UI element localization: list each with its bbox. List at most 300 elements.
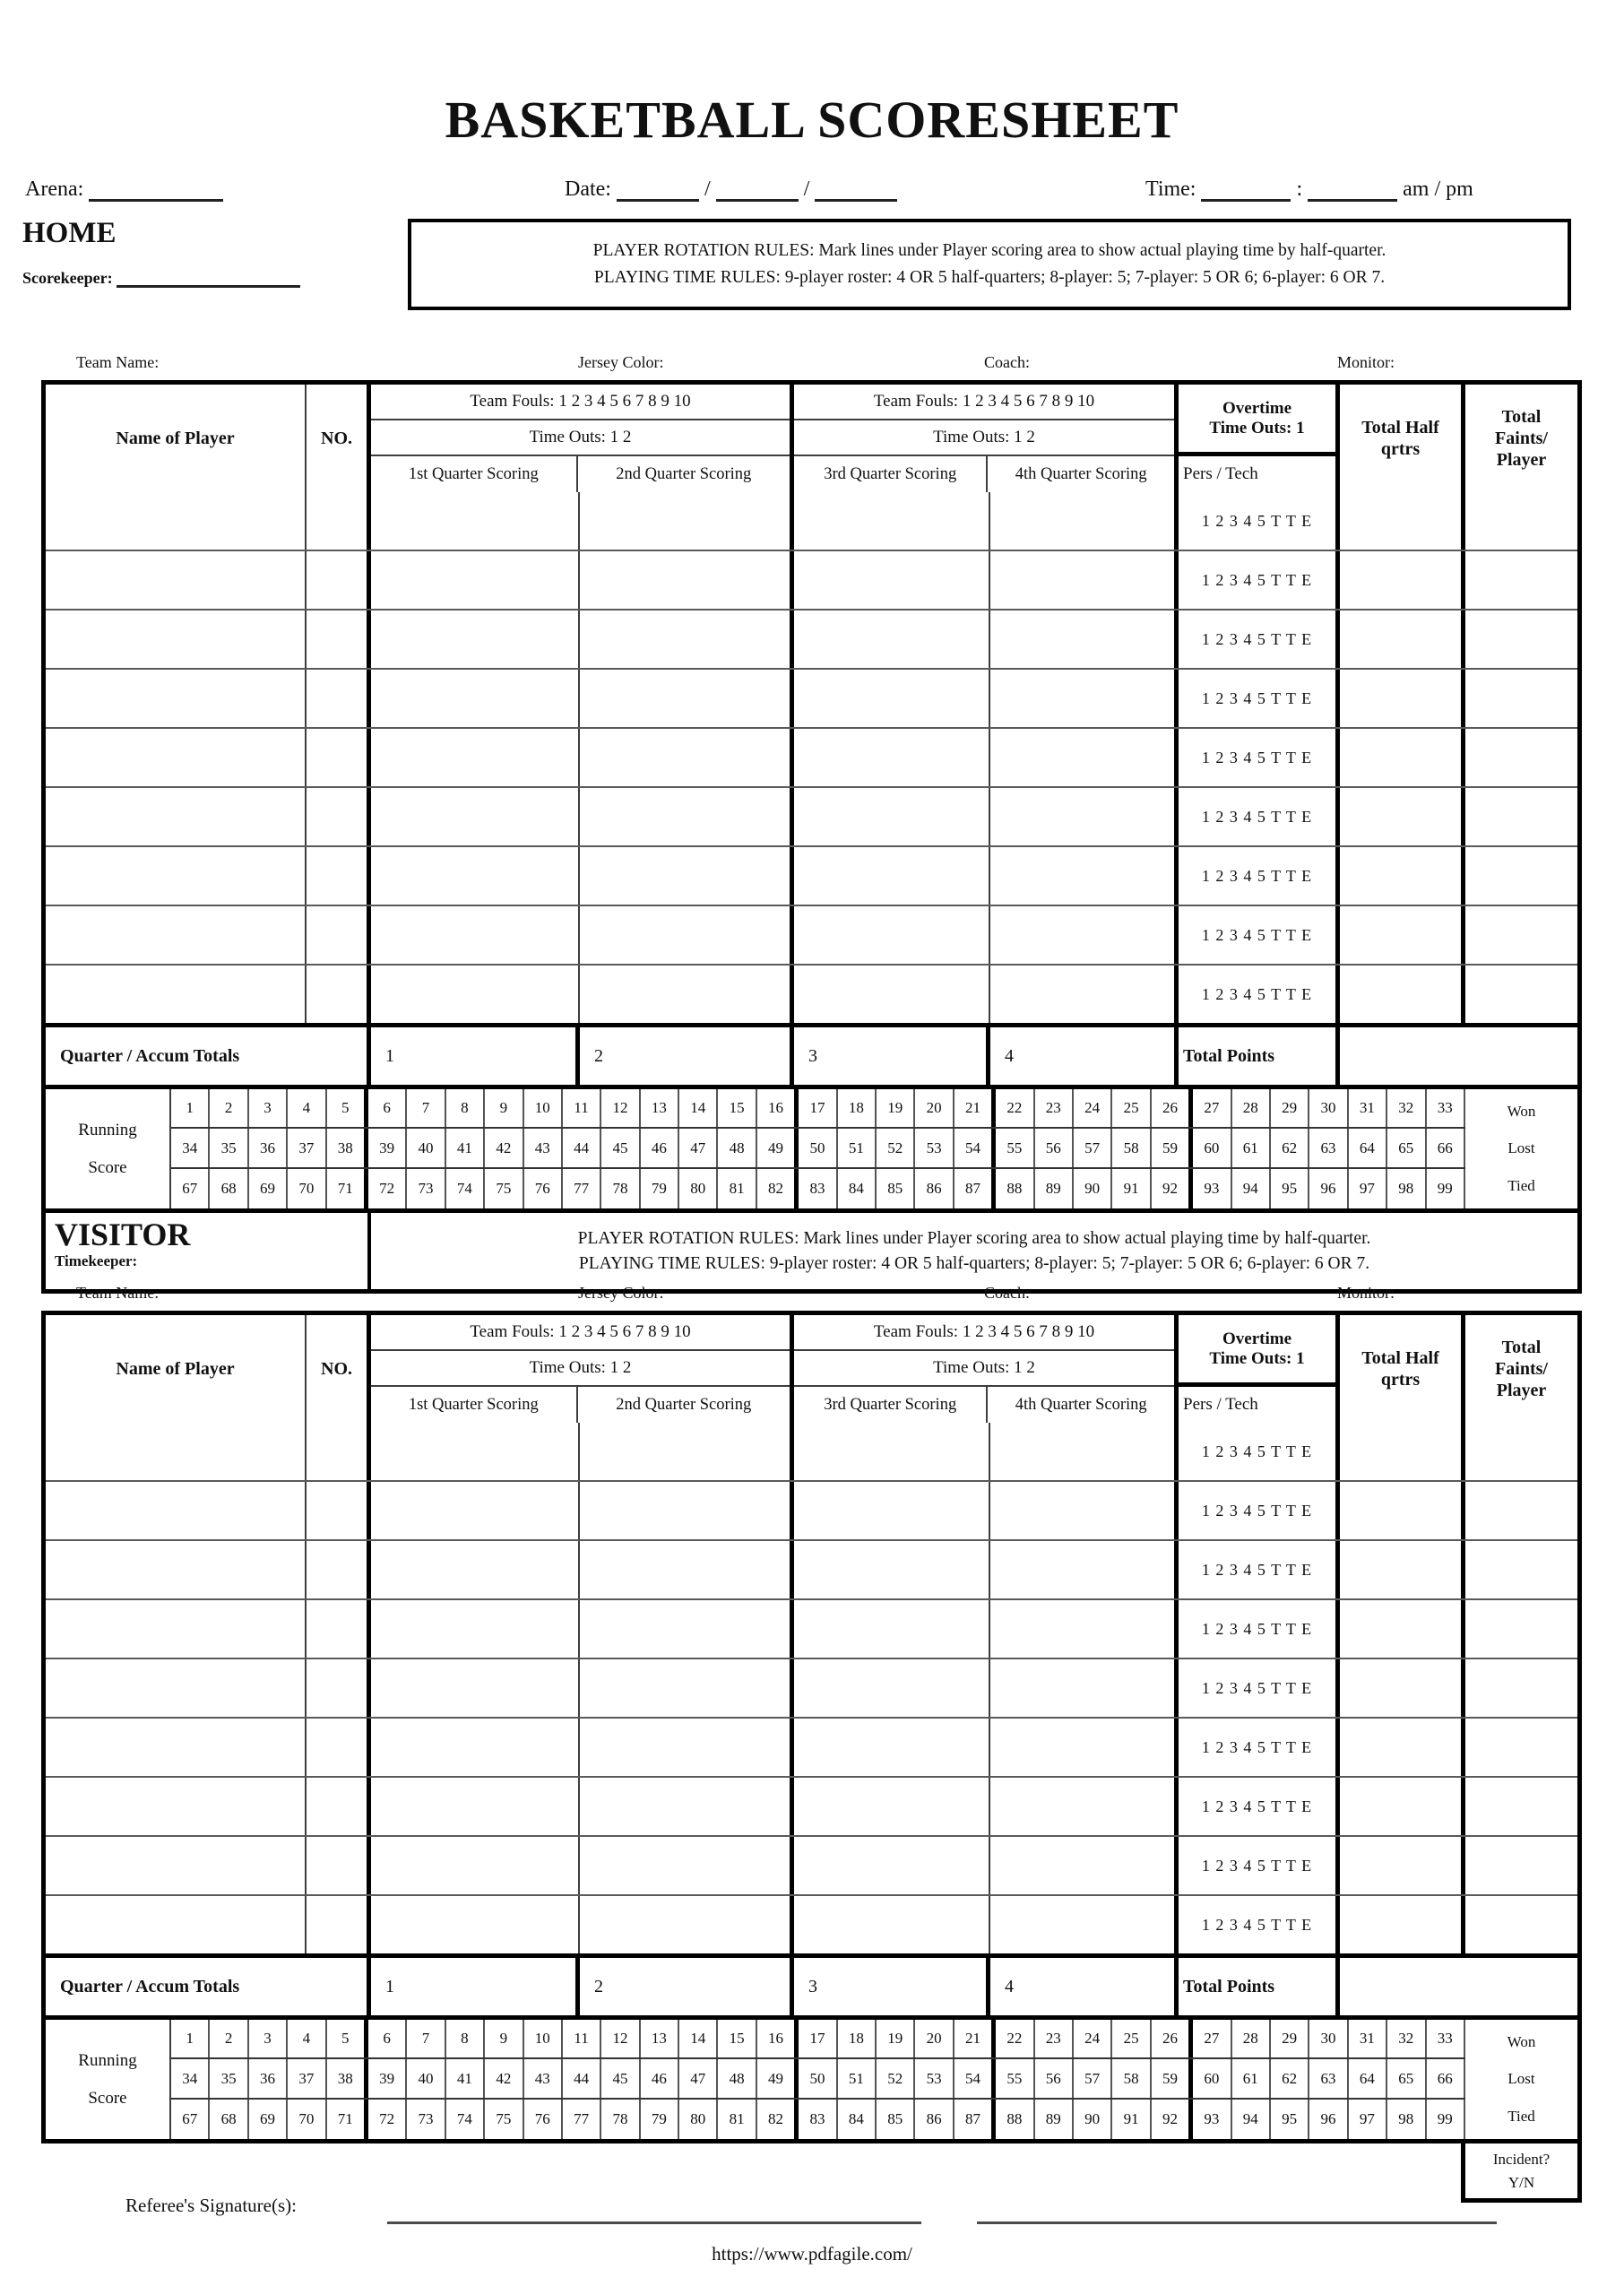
- running-score-cell[interactable]: 19: [877, 1089, 915, 1127]
- q1-scoring-cell[interactable]: [371, 1837, 580, 1894]
- running-score-cell[interactable]: 13: [641, 2020, 679, 2057]
- player-number-cell[interactable]: [307, 1600, 371, 1658]
- running-score-cell[interactable]: 76: [524, 1169, 563, 1208]
- total-points-cell[interactable]: [1465, 1659, 1577, 1717]
- running-score-cell[interactable]: 31: [1349, 2020, 1387, 2057]
- running-score-cell[interactable]: 3: [249, 1089, 288, 1127]
- running-score-cell[interactable]: 45: [601, 2059, 640, 2097]
- q2-scoring-cell[interactable]: [580, 966, 794, 1023]
- running-score-cell[interactable]: 24: [1074, 2020, 1112, 2057]
- total-points-cell[interactable]: [1465, 729, 1577, 786]
- running-score-cell[interactable]: 60: [1193, 1129, 1231, 1166]
- player-name-cell[interactable]: [46, 1541, 307, 1598]
- running-score-cell[interactable]: 76: [524, 2100, 563, 2139]
- running-score-cell[interactable]: 87: [955, 1169, 996, 1208]
- total-points-cell[interactable]: [1465, 847, 1577, 905]
- running-score-cell[interactable]: 57: [1074, 1129, 1112, 1166]
- q4-scoring-cell[interactable]: [990, 847, 1179, 905]
- q1-total-cell[interactable]: 1: [371, 1958, 580, 2015]
- arena-input-line[interactable]: [89, 178, 223, 202]
- running-score-cell[interactable]: 17: [799, 1089, 837, 1127]
- pers-tech-cell[interactable]: [1179, 1482, 1340, 1539]
- running-score-cell[interactable]: 14: [679, 1089, 718, 1127]
- running-score-cell[interactable]: 9: [485, 2020, 523, 2057]
- running-score-cell[interactable]: 37: [288, 1129, 326, 1166]
- pers-tech-cell[interactable]: [1179, 492, 1340, 550]
- total-half-qrtrs-cell[interactable]: [1340, 1541, 1465, 1598]
- running-score-cell[interactable]: 10: [524, 1089, 563, 1127]
- running-score-cell[interactable]: 20: [915, 2020, 954, 2057]
- running-score-cell[interactable]: 4: [288, 1089, 326, 1127]
- running-score-cell[interactable]: 39: [368, 2059, 407, 2097]
- running-score-cell[interactable]: 78: [601, 1169, 640, 1208]
- running-score-cell[interactable]: 44: [563, 1129, 601, 1166]
- running-score-cell[interactable]: 69: [249, 2100, 288, 2139]
- player-name-cell[interactable]: [46, 1600, 307, 1658]
- total-points-cell[interactable]: [1465, 1423, 1577, 1480]
- running-score-cell[interactable]: 51: [838, 2059, 877, 2097]
- q4-scoring-cell[interactable]: [990, 1600, 1179, 1658]
- q4-total-cell[interactable]: 4: [990, 1027, 1179, 1085]
- running-score-cell[interactable]: 38: [327, 1129, 368, 1166]
- q1-scoring-cell[interactable]: [371, 847, 580, 905]
- player-name-cell[interactable]: [46, 729, 307, 786]
- pers-tech-cell[interactable]: [1179, 1659, 1340, 1717]
- running-score-cell[interactable]: 16: [757, 2020, 799, 2057]
- q4-scoring-cell[interactable]: [990, 788, 1179, 845]
- running-score-cell[interactable]: 7: [407, 2020, 445, 2057]
- running-score-cell[interactable]: 22: [996, 1089, 1034, 1127]
- q3-scoring-cell[interactable]: [794, 906, 990, 964]
- total-half-qrtrs-cell[interactable]: [1340, 551, 1465, 609]
- running-score-cell[interactable]: 5: [327, 2020, 368, 2057]
- referee-signature-line-2[interactable]: [977, 2221, 1497, 2224]
- running-score-cell[interactable]: 55: [996, 2059, 1034, 2097]
- overtime-timeouts-cell[interactable]: [1179, 1315, 1335, 1387]
- date-day-line[interactable]: [617, 178, 699, 202]
- running-score-cell[interactable]: 67: [171, 2100, 210, 2139]
- running-score-cell[interactable]: 94: [1232, 1169, 1271, 1208]
- running-score-cell[interactable]: 46: [641, 2059, 679, 2097]
- pers-tech-cell[interactable]: [1179, 611, 1340, 668]
- running-score-cell[interactable]: 84: [838, 2100, 877, 2139]
- pers-tech-cell[interactable]: [1179, 966, 1340, 1023]
- running-score-cell[interactable]: 61: [1232, 1129, 1271, 1166]
- q3-scoring-cell[interactable]: [794, 966, 990, 1023]
- q1-scoring-cell[interactable]: [371, 1600, 580, 1658]
- running-score-cell[interactable]: 32: [1387, 2020, 1426, 2057]
- running-score-cell[interactable]: 35: [210, 2059, 248, 2097]
- overtime-timeouts-cell[interactable]: [1179, 385, 1335, 456]
- q1-scoring-cell[interactable]: [371, 611, 580, 668]
- q4-scoring-cell[interactable]: [990, 1837, 1179, 1894]
- running-score-cell[interactable]: 86: [915, 2100, 954, 2139]
- running-score-cell[interactable]: 77: [563, 1169, 601, 1208]
- lost-label[interactable]: Lost: [1507, 2070, 1535, 2088]
- q3-scoring-cell[interactable]: [794, 1896, 990, 1953]
- q4-scoring-cell[interactable]: [990, 906, 1179, 964]
- player-number-cell[interactable]: [307, 788, 371, 845]
- running-score-cell[interactable]: 11: [563, 2020, 601, 2057]
- running-score-cell[interactable]: 40: [407, 2059, 445, 2097]
- player-number-cell[interactable]: [307, 966, 371, 1023]
- q1-scoring-cell[interactable]: [371, 1541, 580, 1598]
- running-score-cell[interactable]: 48: [718, 2059, 756, 2097]
- player-name-cell[interactable]: [46, 1482, 307, 1539]
- running-score-cell[interactable]: 81: [718, 2100, 756, 2139]
- total-half-qrtrs-cell[interactable]: [1340, 1423, 1465, 1480]
- q2-scoring-cell[interactable]: [580, 906, 794, 964]
- pers-tech-cell[interactable]: [1179, 1778, 1340, 1835]
- running-score-cell[interactable]: 93: [1193, 2100, 1231, 2139]
- running-score-cell[interactable]: 49: [757, 2059, 799, 2097]
- running-score-cell[interactable]: 99: [1427, 2100, 1465, 2139]
- q1-scoring-cell[interactable]: [371, 966, 580, 1023]
- running-score-cell[interactable]: 19: [877, 2020, 915, 2057]
- scorekeeper-input-line[interactable]: [117, 267, 300, 288]
- total-points-cell[interactable]: [1465, 551, 1577, 609]
- q4-scoring-cell[interactable]: [990, 670, 1179, 727]
- total-half-qrtrs-cell[interactable]: [1340, 847, 1465, 905]
- total-points-cell[interactable]: [1465, 670, 1577, 727]
- running-score-cell[interactable]: 24: [1074, 1089, 1112, 1127]
- tied-label[interactable]: Tied: [1507, 1177, 1535, 1195]
- player-number-cell[interactable]: [307, 1896, 371, 1953]
- running-score-cell[interactable]: 97: [1349, 2100, 1387, 2139]
- q4-scoring-cell[interactable]: [990, 611, 1179, 668]
- total-points-cell[interactable]: [1465, 1482, 1577, 1539]
- running-score-cell[interactable]: 82: [757, 2100, 799, 2139]
- player-name-cell[interactable]: [46, 788, 307, 845]
- q1-scoring-cell[interactable]: [371, 1423, 580, 1480]
- q3-scoring-cell[interactable]: [794, 1541, 990, 1598]
- running-score-cell[interactable]: 22: [996, 2020, 1034, 2057]
- running-score-cell[interactable]: 84: [838, 1169, 877, 1208]
- running-score-cell[interactable]: 42: [485, 1129, 523, 1166]
- running-score-cell[interactable]: 83: [799, 2100, 837, 2139]
- q3-scoring-cell[interactable]: [794, 1719, 990, 1776]
- running-score-cell[interactable]: 85: [877, 2100, 915, 2139]
- running-score-cell[interactable]: 86: [915, 1169, 954, 1208]
- total-half-qrtrs-cell[interactable]: [1340, 1778, 1465, 1835]
- running-score-cell[interactable]: 17: [799, 2020, 837, 2057]
- running-score-cell[interactable]: 50: [799, 1129, 837, 1166]
- running-score-cell[interactable]: 66: [1427, 1129, 1465, 1166]
- running-score-cell[interactable]: 36: [249, 2059, 288, 2097]
- running-score-cell[interactable]: 56: [1035, 1129, 1074, 1166]
- running-score-cell[interactable]: 90: [1074, 2100, 1112, 2139]
- q4-scoring-cell[interactable]: [990, 1896, 1179, 1953]
- running-score-cell[interactable]: 48: [718, 1129, 756, 1166]
- running-score-cell[interactable]: 23: [1035, 1089, 1074, 1127]
- running-score-cell[interactable]: 38: [327, 2059, 368, 2097]
- total-points-cell[interactable]: [1465, 1541, 1577, 1598]
- time-outs-scale[interactable]: Time Outs: 1 2: [371, 420, 790, 456]
- running-score-cell[interactable]: 6: [368, 2020, 407, 2057]
- q3-scoring-cell[interactable]: [794, 847, 990, 905]
- running-score-cell[interactable]: 58: [1112, 2059, 1151, 2097]
- lost-label[interactable]: Lost: [1507, 1139, 1535, 1157]
- running-score-cell[interactable]: 68: [210, 1169, 248, 1208]
- pers-tech-cell[interactable]: [1179, 1541, 1340, 1598]
- running-score-cell[interactable]: 82: [757, 1169, 799, 1208]
- running-score-cell[interactable]: 96: [1309, 2100, 1348, 2139]
- running-score-cell[interactable]: 20: [915, 1089, 954, 1127]
- team-fouls-scale[interactable]: Team Fouls: 1 2 3 4 5 6 7 8 9 10: [794, 385, 1174, 420]
- running-score-cell[interactable]: 9: [485, 1089, 523, 1127]
- running-score-cell[interactable]: 46: [641, 1129, 679, 1166]
- player-number-cell[interactable]: [307, 611, 371, 668]
- q2-total-cell[interactable]: 2: [580, 1958, 794, 2015]
- player-name-cell[interactable]: [46, 611, 307, 668]
- running-score-cell[interactable]: 56: [1035, 2059, 1074, 2097]
- running-score-cell[interactable]: 73: [407, 1169, 445, 1208]
- total-half-qrtrs-cell[interactable]: [1340, 492, 1465, 550]
- running-score-cell[interactable]: 34: [171, 2059, 210, 2097]
- time-outs-scale[interactable]: Time Outs: 1 2: [794, 420, 1174, 456]
- running-score-cell[interactable]: 2: [210, 1089, 248, 1127]
- running-score-cell[interactable]: 12: [601, 2020, 640, 2057]
- running-score-cell[interactable]: 54: [955, 1129, 996, 1166]
- running-score-cell[interactable]: 37: [288, 2059, 326, 2097]
- q4-scoring-cell[interactable]: [990, 1778, 1179, 1835]
- running-score-cell[interactable]: 6: [368, 1089, 407, 1127]
- running-score-cell[interactable]: 75: [485, 1169, 523, 1208]
- total-points-cell[interactable]: [1465, 788, 1577, 845]
- date-year-line[interactable]: [815, 178, 897, 202]
- q2-scoring-cell[interactable]: [580, 1719, 794, 1776]
- total-points-cell[interactable]: [1465, 1600, 1577, 1658]
- pers-tech-cell[interactable]: [1179, 1896, 1340, 1953]
- q1-scoring-cell[interactable]: [371, 551, 580, 609]
- running-score-cell[interactable]: 26: [1152, 2020, 1193, 2057]
- running-score-cell[interactable]: 10: [524, 2020, 563, 2057]
- q2-scoring-cell[interactable]: [580, 1600, 794, 1658]
- running-score-cell[interactable]: 80: [679, 2100, 718, 2139]
- player-number-cell[interactable]: [307, 847, 371, 905]
- running-score-cell[interactable]: 89: [1035, 2100, 1074, 2139]
- player-number-cell[interactable]: [307, 551, 371, 609]
- running-score-cell[interactable]: 3: [249, 2020, 288, 2057]
- running-score-cell[interactable]: 59: [1152, 2059, 1193, 2097]
- running-score-cell[interactable]: 85: [877, 1169, 915, 1208]
- player-name-cell[interactable]: [46, 1896, 307, 1953]
- q3-scoring-cell[interactable]: [794, 611, 990, 668]
- total-points-cell[interactable]: [1465, 492, 1577, 550]
- pers-tech-cell[interactable]: [1179, 1423, 1340, 1480]
- q4-scoring-cell[interactable]: [990, 1482, 1179, 1539]
- running-score-cell[interactable]: 64: [1349, 1129, 1387, 1166]
- running-score-cell[interactable]: 27: [1193, 1089, 1231, 1127]
- running-score-cell[interactable]: 23: [1035, 2020, 1074, 2057]
- q3-scoring-cell[interactable]: [794, 1778, 990, 1835]
- running-score-cell[interactable]: 61: [1232, 2059, 1271, 2097]
- team-fouls-scale[interactable]: Team Fouls: 1 2 3 4 5 6 7 8 9 10: [371, 1315, 790, 1351]
- q1-scoring-cell[interactable]: [371, 1896, 580, 1953]
- q3-total-cell[interactable]: 3: [794, 1027, 990, 1085]
- running-score-cell[interactable]: 75: [485, 2100, 523, 2139]
- total-half-qrtrs-cell[interactable]: [1340, 1482, 1465, 1539]
- running-score-cell[interactable]: 33: [1427, 1089, 1465, 1127]
- pers-tech-cell[interactable]: [1179, 847, 1340, 905]
- player-number-cell[interactable]: [307, 670, 371, 727]
- q2-scoring-cell[interactable]: [580, 670, 794, 727]
- q2-scoring-cell[interactable]: [580, 1541, 794, 1598]
- running-score-cell[interactable]: 78: [601, 2100, 640, 2139]
- pers-tech-cell[interactable]: [1179, 788, 1340, 845]
- player-number-cell[interactable]: [307, 1423, 371, 1480]
- running-score-cell[interactable]: 2: [210, 2020, 248, 2057]
- q2-total-cell[interactable]: 2: [580, 1027, 794, 1085]
- q2-scoring-cell[interactable]: [580, 847, 794, 905]
- running-score-cell[interactable]: 83: [799, 1169, 837, 1208]
- q3-scoring-cell[interactable]: [794, 492, 990, 550]
- running-score-cell[interactable]: 8: [446, 1089, 485, 1127]
- running-score-cell[interactable]: 96: [1309, 1169, 1348, 1208]
- total-half-qrtrs-cell[interactable]: [1340, 966, 1465, 1023]
- q3-scoring-cell[interactable]: [794, 1600, 990, 1658]
- running-score-cell[interactable]: 65: [1387, 2059, 1426, 2097]
- running-score-cell[interactable]: 28: [1232, 1089, 1271, 1127]
- q3-scoring-cell[interactable]: [794, 1837, 990, 1894]
- total-points-value-cell[interactable]: [1340, 1958, 1577, 2015]
- running-score-cell[interactable]: 58: [1112, 1129, 1151, 1166]
- running-score-cell[interactable]: 93: [1193, 1169, 1231, 1208]
- running-score-cell[interactable]: 88: [996, 1169, 1034, 1208]
- pers-tech-cell[interactable]: [1179, 1719, 1340, 1776]
- q2-scoring-cell[interactable]: [580, 551, 794, 609]
- running-score-cell[interactable]: 50: [799, 2059, 837, 2097]
- running-score-cell[interactable]: 18: [838, 1089, 877, 1127]
- q4-scoring-cell[interactable]: [990, 1541, 1179, 1598]
- q2-scoring-cell[interactable]: [580, 1482, 794, 1539]
- time-hour-line[interactable]: [1201, 178, 1291, 202]
- team-fouls-scale[interactable]: Team Fouls: 1 2 3 4 5 6 7 8 9 10: [371, 385, 790, 420]
- q4-scoring-cell[interactable]: [990, 1423, 1179, 1480]
- running-score-cell[interactable]: 89: [1035, 1169, 1074, 1208]
- q2-scoring-cell[interactable]: [580, 1837, 794, 1894]
- q3-scoring-cell[interactable]: [794, 1482, 990, 1539]
- running-score-cell[interactable]: 43: [524, 1129, 563, 1166]
- running-score-cell[interactable]: 74: [446, 2100, 485, 2139]
- running-score-cell[interactable]: 62: [1271, 1129, 1309, 1166]
- total-points-cell[interactable]: [1465, 966, 1577, 1023]
- running-score-cell[interactable]: 47: [679, 1129, 718, 1166]
- player-name-cell[interactable]: [46, 492, 307, 550]
- running-score-cell[interactable]: 41: [446, 2059, 485, 2097]
- running-score-cell[interactable]: 71: [327, 2100, 368, 2139]
- q1-scoring-cell[interactable]: [371, 906, 580, 964]
- running-score-cell[interactable]: 87: [955, 2100, 996, 2139]
- running-score-cell[interactable]: 79: [641, 2100, 679, 2139]
- q2-scoring-cell[interactable]: [580, 1659, 794, 1717]
- running-score-cell[interactable]: 90: [1074, 1169, 1112, 1208]
- running-score-cell[interactable]: 33: [1427, 2020, 1465, 2057]
- running-score-cell[interactable]: 4: [288, 2020, 326, 2057]
- running-score-cell[interactable]: 68: [210, 2100, 248, 2139]
- q1-scoring-cell[interactable]: [371, 1659, 580, 1717]
- running-score-cell[interactable]: 16: [757, 1089, 799, 1127]
- running-score-cell[interactable]: 63: [1309, 2059, 1348, 2097]
- running-score-cell[interactable]: 72: [368, 2100, 407, 2139]
- running-score-cell[interactable]: 70: [288, 2100, 326, 2139]
- player-number-cell[interactable]: [307, 1837, 371, 1894]
- q4-scoring-cell[interactable]: [990, 492, 1179, 550]
- total-points-value-cell[interactable]: [1340, 1027, 1577, 1085]
- referee-signature-line-1[interactable]: [387, 2221, 921, 2224]
- q2-scoring-cell[interactable]: [580, 1423, 794, 1480]
- q2-scoring-cell[interactable]: [580, 611, 794, 668]
- running-score-cell[interactable]: 81: [718, 1169, 756, 1208]
- q3-scoring-cell[interactable]: [794, 1659, 990, 1717]
- running-score-cell[interactable]: 47: [679, 2059, 718, 2097]
- q1-scoring-cell[interactable]: [371, 788, 580, 845]
- total-half-qrtrs-cell[interactable]: [1340, 729, 1465, 786]
- total-points-cell[interactable]: [1465, 1719, 1577, 1776]
- team-fouls-scale[interactable]: Team Fouls: 1 2 3 4 5 6 7 8 9 10: [794, 1315, 1174, 1351]
- pers-tech-cell[interactable]: [1179, 1600, 1340, 1658]
- player-name-cell[interactable]: [46, 670, 307, 727]
- running-score-cell[interactable]: 1: [171, 1089, 210, 1127]
- running-score-cell[interactable]: 91: [1112, 2100, 1151, 2139]
- running-score-cell[interactable]: 70: [288, 1169, 326, 1208]
- q4-scoring-cell[interactable]: [990, 1659, 1179, 1717]
- time-outs-scale[interactable]: Time Outs: 1 2: [371, 1351, 790, 1387]
- running-score-cell[interactable]: 60: [1193, 2059, 1231, 2097]
- running-score-cell[interactable]: 25: [1112, 1089, 1151, 1127]
- q2-scoring-cell[interactable]: [580, 492, 794, 550]
- player-name-cell[interactable]: [46, 1423, 307, 1480]
- q1-scoring-cell[interactable]: [371, 492, 580, 550]
- running-score-cell[interactable]: 32: [1387, 1089, 1426, 1127]
- running-score-cell[interactable]: 14: [679, 2020, 718, 2057]
- running-score-cell[interactable]: 18: [838, 2020, 877, 2057]
- running-score-cell[interactable]: 53: [915, 1129, 954, 1166]
- running-score-cell[interactable]: 43: [524, 2059, 563, 2097]
- total-half-qrtrs-cell[interactable]: [1340, 1837, 1465, 1894]
- q2-scoring-cell[interactable]: [580, 788, 794, 845]
- running-score-cell[interactable]: 98: [1387, 1169, 1426, 1208]
- running-score-cell[interactable]: 54: [955, 2059, 996, 2097]
- running-score-cell[interactable]: 52: [877, 1129, 915, 1166]
- running-score-cell[interactable]: 99: [1427, 1169, 1465, 1208]
- player-number-cell[interactable]: [307, 906, 371, 964]
- running-score-cell[interactable]: 15: [718, 1089, 756, 1127]
- running-score-cell[interactable]: 62: [1271, 2059, 1309, 2097]
- running-score-cell[interactable]: 63: [1309, 1129, 1348, 1166]
- running-score-cell[interactable]: 49: [757, 1129, 799, 1166]
- player-number-cell[interactable]: [307, 1482, 371, 1539]
- q4-scoring-cell[interactable]: [990, 1719, 1179, 1776]
- running-score-cell[interactable]: 11: [563, 1089, 601, 1127]
- pers-tech-cell[interactable]: [1179, 1837, 1340, 1894]
- total-half-qrtrs-cell[interactable]: [1340, 1600, 1465, 1658]
- total-points-cell[interactable]: [1465, 1778, 1577, 1835]
- player-name-cell[interactable]: [46, 1719, 307, 1776]
- running-score-cell[interactable]: 29: [1271, 1089, 1309, 1127]
- running-score-cell[interactable]: 29: [1271, 2020, 1309, 2057]
- running-score-cell[interactable]: 95: [1271, 1169, 1309, 1208]
- pers-tech-cell[interactable]: [1179, 670, 1340, 727]
- player-name-cell[interactable]: [46, 1778, 307, 1835]
- running-score-cell[interactable]: 72: [368, 1169, 407, 1208]
- q1-scoring-cell[interactable]: [371, 1719, 580, 1776]
- running-score-cell[interactable]: 77: [563, 2100, 601, 2139]
- running-score-cell[interactable]: 64: [1349, 2059, 1387, 2097]
- running-score-cell[interactable]: 36: [249, 1129, 288, 1166]
- q4-scoring-cell[interactable]: [990, 729, 1179, 786]
- running-score-cell[interactable]: 28: [1232, 2020, 1271, 2057]
